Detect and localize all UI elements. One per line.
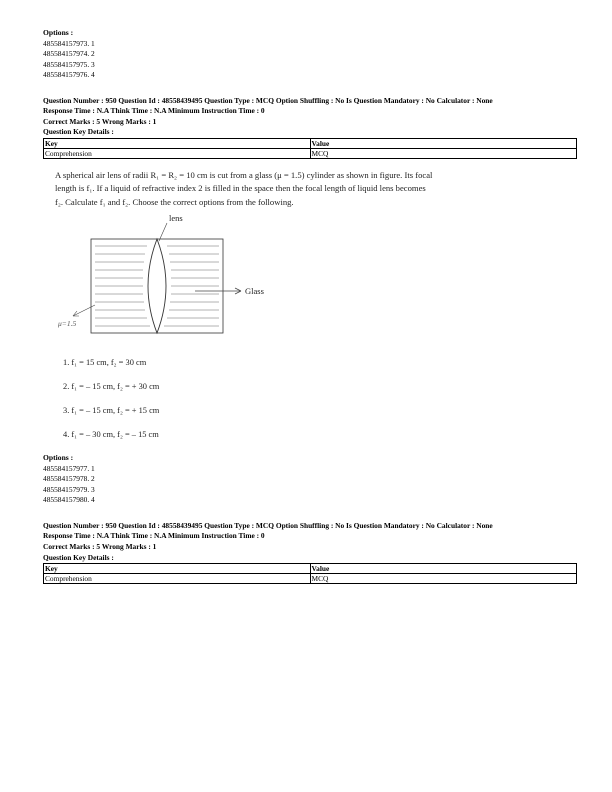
key-value-table-1 [43, 138, 577, 159]
answer-choices [55, 357, 577, 443]
stem-line: f₂. Calculate f₁ and f₂. Choose the correct options from the following. [55, 196, 294, 207]
key-value-table-2 [43, 563, 577, 584]
key-header: Key [44, 564, 311, 574]
key-cell: Comprehension [44, 148, 311, 158]
stem-line: A spherical air lens of radii R₁ = R₂ = 10 cm is cut from a glass (μ = 1.5) cylinder as shown in figure. Its focal [55, 169, 433, 180]
value-header: Value [310, 564, 577, 574]
option-id: 485584157973. 1 [43, 38, 95, 48]
key-cell: Comprehension [44, 574, 311, 584]
lens-label: lens [169, 213, 183, 224]
question-stem [55, 169, 577, 209]
options-label: Options : [43, 453, 74, 463]
option-id: 485584157978. 2 [43, 474, 95, 484]
document-page [43, 28, 577, 584]
question-info-line: Question Number : 950 Question Id : 48558439495 Question Type : MCQ Option Shuffling : No Is Question Mandatory : No Calculator : None [43, 95, 493, 105]
mu-label: μ=1.5 [58, 319, 77, 329]
key-details-label: Question Key Details : [43, 127, 114, 137]
lens-pointer [159, 223, 167, 241]
marks-line: Correct Marks : 5 Wrong Marks : 1 [43, 541, 157, 551]
key-details-label: Question Key Details : [43, 552, 114, 562]
options-block-2 [43, 453, 577, 506]
key-header: Key [44, 138, 311, 148]
mu-pointer [73, 305, 95, 316]
stem-line: length is f₁. If a liquid of refractive index 2 is filled in the space then the focal length of liquid lens becomes [55, 183, 426, 194]
value-cell: MCQ [310, 148, 577, 158]
question-content [55, 169, 577, 443]
options-block-1 [43, 28, 577, 81]
option-id: 485584157977. 1 [43, 463, 95, 473]
marks-line: Correct Marks : 5 Wrong Marks : 1 [43, 116, 157, 126]
option-id: 485584157975. 3 [43, 59, 95, 69]
air-lens-shape [148, 239, 166, 333]
answer-choice: 3. f₁ = – 15 cm, f₂ = + 15 cm [63, 406, 160, 416]
options-list [43, 464, 577, 506]
answer-choice: 2. f₁ = – 15 cm, f₂ = + 30 cm [63, 382, 160, 392]
glass-label: Glass [245, 286, 264, 297]
option-id: 485584157979. 3 [43, 484, 95, 494]
option-id: 485584157974. 2 [43, 49, 95, 59]
answer-choice: 1. f₁ = 15 cm, f₂ = 30 cm [63, 358, 147, 368]
response-time-line: Response Time : N.A Think Time : N.A Minimum Instruction Time : 0 [43, 106, 265, 116]
lens-figure [55, 213, 295, 351]
question-meta-2 [43, 521, 577, 563]
response-time-line: Response Time : N.A Think Time : N.A Minimum Instruction Time : 0 [43, 531, 265, 541]
value-header: Value [310, 138, 577, 148]
question-info-line: Question Number : 950 Question Id : 48558439495 Question Type : MCQ Option Shuffling : No Is Question Mandatory : No Calculator : None [43, 520, 493, 530]
options-list [43, 39, 577, 81]
value-cell: MCQ [310, 574, 577, 584]
option-id: 485584157980. 4 [43, 495, 95, 505]
option-id: 485584157976. 4 [43, 70, 95, 80]
lens-diagram [55, 213, 295, 351]
question-meta-1 [43, 96, 577, 138]
options-label: Options : [43, 28, 74, 37]
answer-choice: 4. f₁ = – 30 cm, f₂ = – 15 cm [63, 430, 159, 440]
